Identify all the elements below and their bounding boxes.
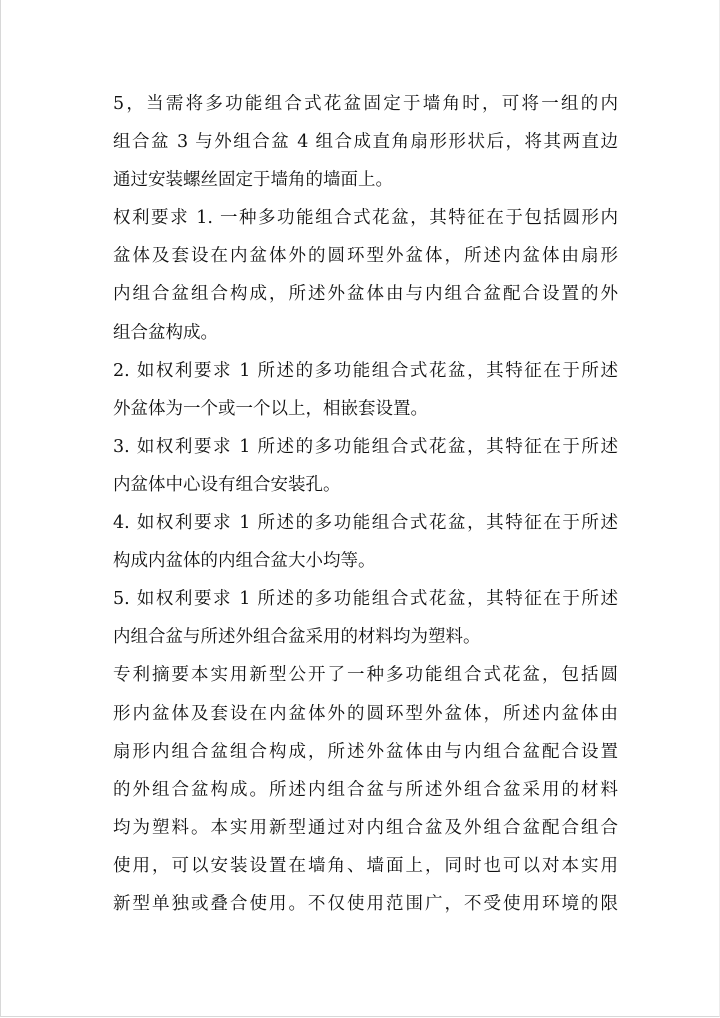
text-line-9: 外盆体为一个或一个以上，相嵌套设置。 [113,398,428,419]
text-line-21: 使用，可以安装设置在墙角、墙面上，同时也可以对本实用 [113,855,618,876]
text-line-1: 5，当需将多功能组合式花盆固定于墙角时，可将一组的内 [113,94,618,114]
text-line-15: 内组合盆与所述外组合盆采用的材料均为塑料。 [113,627,481,648]
text-line-3: 通过安装螺丝固定于墙角的墙面上。 [113,170,393,191]
text-line-17: 形内盆体及套设在内盆体外的圆环型外盆体，所述内盆体由 [113,703,618,724]
text-line-11: 内盆体中心设有组合安装孔。 [113,474,341,495]
text-line-22: 新型单独或叠合使用。不仅使用范围广，不受使用环境的限 [113,893,618,914]
text-line-16: 专利摘要本实用新型公开了一种多功能组合式花盆，包括圆 [113,665,618,686]
text-line-10: 3. 如权利要求 1 所述的多功能组合式花盆，其特征在于所述 [113,436,618,457]
text-line-19: 的外组合盆构成。所述内组合盆与所述外组合盆采用的材料 [113,779,618,800]
text-line-7: 组合盆构成。 [113,322,218,343]
text-line-13: 构成内盆体的内组合盆大小均等。 [113,551,376,572]
text-line-14: 5. 如权利要求 1 所述的多功能组合式花盆，其特征在于所述 [113,589,618,610]
text-line-20: 均为塑料。本实用新型通过对内组合盆及外组合盆配合组合 [113,817,618,838]
text-line-4: 权利要求 1. 一种多功能组合式花盆，其特征在于包括圆形内 [113,208,618,229]
text-line-6: 内组合盆组合构成，所述外盆体由与内组合盆配合设置的外 [113,284,618,305]
text-line-18: 扇形内组合盆组合构成，所述外盆体由与内组合盆配合设置 [113,741,618,762]
text-line-12: 4. 如权利要求 1 所述的多功能组合式花盆，其特征在于所述 [113,513,618,534]
text-line-5: 盆体及套设在内盆体外的圆环型外盆体，所述内盆体由扇形 [113,246,618,267]
document-body [113,85,618,923]
text-line-2: 组合盆 3 与外组合盆 4 组合成直角扇形形状后，将其两直边 [113,132,618,153]
text-line-8: 2. 如权利要求 1 所述的多功能组合式花盆，其特征在于所述 [113,360,618,381]
